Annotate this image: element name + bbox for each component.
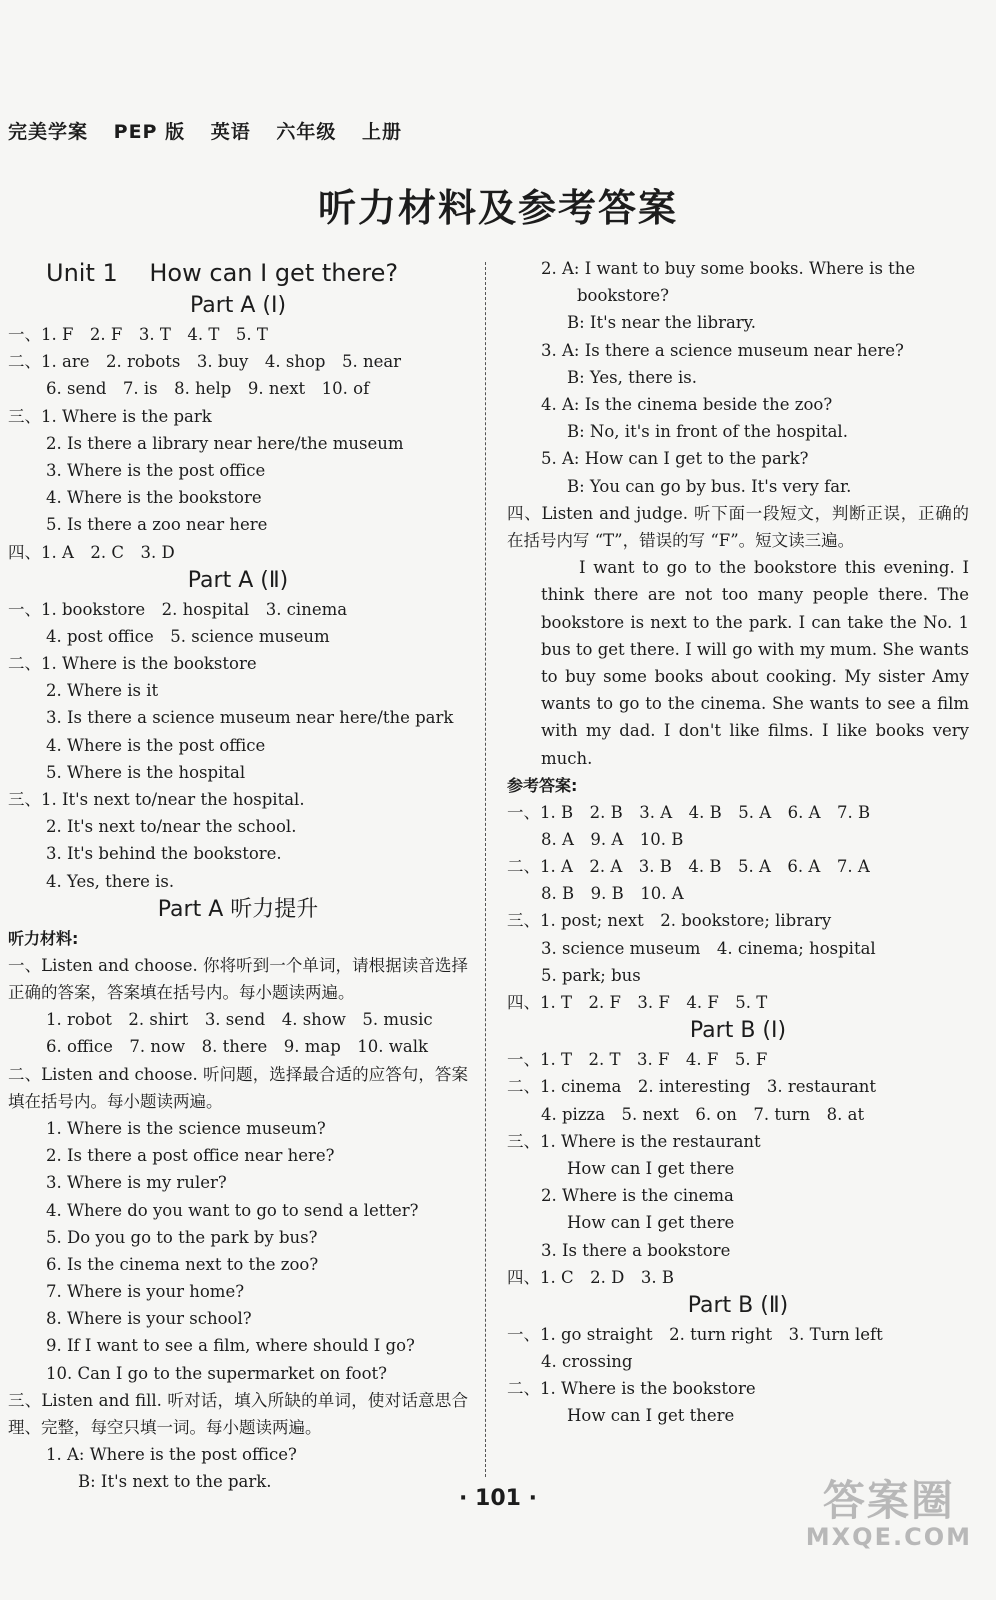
watermark-url: MXQE.COM	[805, 1523, 972, 1551]
answer-line: 三、1. It's next to/near the hospital.	[8, 790, 305, 809]
answer-line: 6. send 7. is 8. help 9. next 10. of	[46, 379, 370, 399]
dialogue-line: 5. A: How can I get to the park?	[541, 449, 809, 469]
dialogue-line: B: No, it's in front of the hospital.	[567, 422, 848, 442]
answer-line: 3. It's behind the bookstore.	[46, 844, 282, 864]
answer-line: 3. science museum 4. cinema; hospital	[541, 938, 876, 958]
answer-line: 2. It's next to/near the school.	[46, 817, 297, 837]
dialogue-line: bookstore?	[577, 286, 669, 306]
answer-line: 二、1. A 2. A 3. B 4. B 5. A 6. A 7. A	[507, 857, 870, 877]
passage-text: I want to go to the bookstore this evening. I think there are not too many people there. The bookstore is next to the park. I can take the No. 1 bus to get there. I will go with my mum. She wants to buy some books about cooking. My sister Amy wants to go to the cinema. She wants to see a film with my dad. I don't like films. I like books very much.	[541, 558, 969, 768]
dialogue-line: B: It's next to the park.	[78, 1472, 272, 1492]
answer-line: 2. Where is the cinema	[541, 1186, 734, 1206]
question-line: 9. If I want to see a film, where should I go?	[46, 1336, 415, 1356]
question-line: 6. Is the cinema next to the zoo?	[46, 1254, 319, 1274]
book-header	[8, 117, 420, 144]
dialogue-line: 4. A: Is the cinema beside the zoo?	[541, 394, 833, 414]
dialogue-line: 2. A: I want to buy some books. Where is the	[541, 259, 916, 278]
question-line: 1. Where is the science museum?	[46, 1118, 326, 1138]
answer-line: 2. Is there a library near here/the museum	[46, 433, 404, 453]
materials-label: 听力材料:	[8, 928, 79, 948]
answer-line: 一、1. B 2. B 3. A 4. B 5. A 6. A 7. B	[507, 802, 871, 822]
answer-line: 四、1. A 2. C 3. D	[8, 542, 175, 562]
answer-line: 2. Where is it	[46, 681, 159, 701]
question-line: 4. Where do you want to go to send a letter?	[46, 1200, 419, 1220]
section-heading: Part B (Ⅰ)	[689, 1018, 787, 1044]
right-column	[507, 255, 969, 1430]
instruction-text: 二、Listen and choose. 听问题，选择最合适的应答句，答案填在括号内。每小题读两遍。	[8, 1064, 468, 1111]
question-line: 10. Can I go to the supermarket on foot?	[46, 1363, 387, 1383]
brand-label: 完美学案	[8, 121, 89, 143]
answer-line: 8. A 9. A 10. B	[541, 829, 684, 849]
left-column	[8, 255, 468, 1496]
dialogue-line: B: Yes, there is.	[567, 367, 698, 387]
dialogue-line: 1. A: Where is the post office?	[46, 1445, 297, 1465]
answer-line: 二、1. Where is the bookstore	[507, 1379, 756, 1399]
answer-line: 二、1. Where is the bookstore	[8, 654, 257, 674]
section-heading: Part A (Ⅰ)	[189, 293, 287, 318]
answer-line: 4. post office 5. science museum	[46, 626, 330, 646]
answer-line: 二、1. cinema 2. interesting 3. restaurant	[507, 1077, 877, 1097]
instruction-text: 四、Listen and judge. 听下面一段短文，判断正误，正确的在括号内写 “T”，错误的写 “F”。短文读三遍。	[507, 503, 969, 550]
answer-line: How can I get there	[567, 1158, 735, 1178]
answer-line: 3. Is there a science museum near here/the park	[46, 708, 454, 728]
answer-line: 4. Where is the post office	[46, 735, 266, 755]
answer-line: 3. Where is the post office	[46, 460, 266, 480]
answer-line: 三、1. Where is the park	[8, 406, 212, 426]
page-number: · 101 ·	[459, 1486, 537, 1511]
dialogue-line: B: It's near the library.	[567, 313, 757, 333]
edition-label: PEP 版	[113, 121, 186, 143]
answer-line: 5. park; bus	[541, 965, 641, 985]
question-line: 7. Where is your home?	[46, 1282, 245, 1302]
section-heading: Part A 听力提升	[157, 896, 319, 922]
answer-line: 三、1. Where is the restaurant	[507, 1131, 761, 1151]
answer-line: How can I get there	[567, 1213, 735, 1233]
section-heading: Part A (Ⅱ)	[187, 567, 289, 593]
answer-line: 四、1. C 2. D 3. B	[507, 1267, 674, 1287]
question-line: 8. Where is your school?	[46, 1309, 252, 1329]
answer-line: 4. Where is the bookstore	[46, 488, 262, 508]
answer-line: 四、1. T 2. F 3. F 4. F 5. T	[507, 993, 768, 1013]
answer-line: 4. crossing	[541, 1352, 633, 1372]
instruction-text: 三、Listen and fill. 听对话，填入所缺的单词，使对话意思合理、完整，每空只填一词。每小题读两遍。	[8, 1390, 468, 1438]
answer-line: 一、1. bookstore 2. hospital 3. cinema	[8, 599, 348, 619]
column-divider	[485, 262, 486, 1477]
watermark-text: 答案圈	[822, 1476, 955, 1525]
subject-label: 英语	[210, 121, 251, 143]
question-line: 5. Do you go to the park by bus?	[46, 1227, 318, 1247]
answer-line: 4. pizza 5. next 6. on 7. turn 8. at	[541, 1104, 865, 1124]
dialogue-line: 3. A: Is there a science museum near here?	[541, 340, 904, 360]
word-list-line: 1. robot 2. shirt 3. send 4. show 5. music	[46, 1010, 433, 1030]
answer-line: 4. Yes, there is.	[46, 871, 175, 891]
watermark-logo	[806, 1478, 972, 1550]
answers-label: 参考答案:	[507, 775, 578, 795]
answer-line: 一、1. F 2. F 3. T 4. T 5. T	[8, 325, 268, 344]
dialogue-line: B: You can go by bus. It's very far.	[567, 476, 852, 496]
question-line: 2. Is there a post office near here?	[46, 1146, 335, 1166]
answer-line: 一、1. T 2. T 3. F 4. F 5. F	[507, 1050, 768, 1070]
answer-line: 三、1. post; next 2. bookstore; library	[507, 911, 832, 931]
volume-label: 上册	[362, 121, 403, 143]
question-line: 3. Where is my ruler?	[46, 1173, 227, 1193]
answer-line: 一、1. go straight 2. turn right 3. Turn left	[507, 1324, 883, 1344]
instruction-text: 一、Listen and choose. 你将听到一个单词，请根据读音选择正确的答案，答案填在括号内。每小题读两遍。	[8, 955, 468, 1002]
answer-line: 8. B 9. B 10. A	[541, 884, 684, 904]
page-title: 听力材料及参考答案	[317, 186, 678, 230]
answer-line: 二、1. are 2. robots 3. buy 4. shop 5. near	[8, 352, 402, 372]
answer-line: How can I get there	[567, 1406, 735, 1426]
grade-label: 六年级	[276, 121, 337, 143]
word-list-line: 6. office 7. now 8. there 9. map 10. walk	[46, 1037, 429, 1057]
answer-line: 3. Is there a bookstore	[541, 1240, 731, 1260]
answer-line: 5. Where is the hospital	[46, 762, 246, 782]
answer-line: 5. Is there a zoo near here	[46, 515, 268, 535]
unit-title: Unit 1 How can I get there?	[46, 259, 399, 287]
section-heading: Part B (Ⅱ)	[687, 1292, 789, 1318]
